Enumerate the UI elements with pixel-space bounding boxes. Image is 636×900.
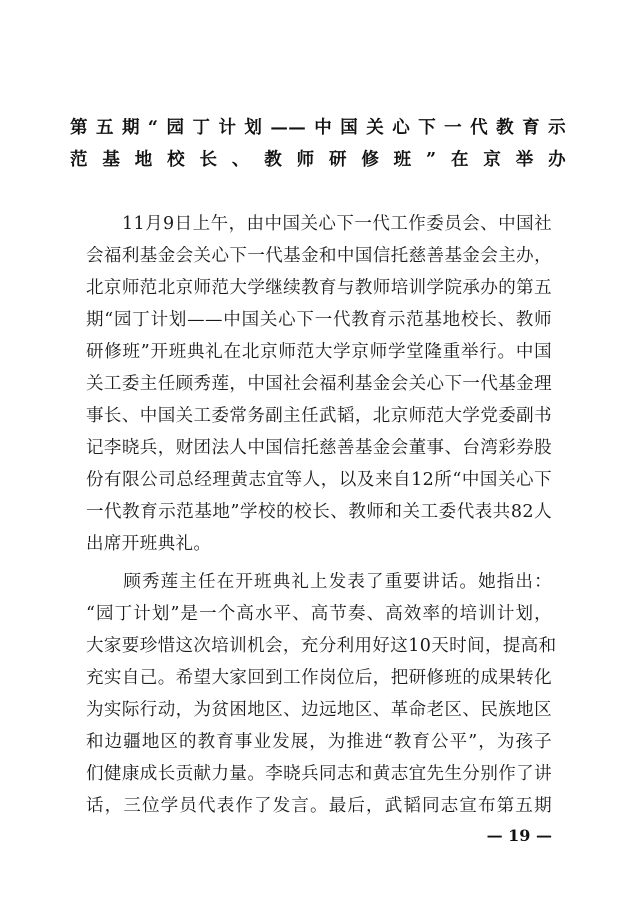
- paragraph-1: [86, 208, 552, 560]
- paragraph-2-line: 为实际行动，为贫困地区、边远地区、革命老区、民族地区: [86, 700, 552, 720]
- paragraph-1-line: 11月9日上午，由中国关心下一代工作委员会、中国社: [86, 214, 552, 234]
- title-line-2: 范基地校长、教师研修班”在京举办: [70, 150, 566, 170]
- article-body: [86, 208, 557, 822]
- title-line-1: 第五期“园丁计划——中国关心下一代教育示: [70, 118, 566, 138]
- paragraph-2-line: 顾秀莲主任在开班典礼上发表了重要讲话。她指出：: [86, 572, 552, 592]
- paragraph-1-line: 出席开班典礼。: [86, 534, 212, 554]
- paragraph-2-line: 话，三位学员代表作了发言。最后，武韬同志宣布第五期: [86, 796, 552, 816]
- paragraph-1-line: 记李晓兵，财团法人中国信托慈善基金会董事、台湾彩券股: [86, 438, 552, 458]
- paragraph-1-line: 研修班”开班典礼在北京师范大学京师学堂隆重举行。中国: [86, 342, 552, 362]
- paragraph-2: [86, 566, 557, 822]
- paragraph-1-line: 关工委主任顾秀莲，中国社会福利基金会关心下一代基金理: [86, 374, 552, 394]
- paragraph-1-line: 期“园丁计划——中国关心下一代教育示范基地校长、教师: [86, 310, 552, 330]
- page-number: — 19 —: [486, 826, 552, 845]
- paragraph-2-line: 们健康成长贡献力量。李晓兵同志和黄志宜先生分别作了讲: [86, 764, 552, 784]
- paragraph-2-line: 充实自己。希望大家回到工作岗位后，把研修班的成果转化: [86, 668, 552, 688]
- paragraph-1-line: 事长、中国关工委常务副主任武韬，北京师范大学党委副书: [86, 406, 552, 426]
- article-title: [70, 112, 566, 176]
- paragraph-1-line: 北京师范北京师范大学继续教育与教师培训学院承办的第五: [86, 278, 552, 298]
- paragraph-1-line: 会福利基金会关心下一代基金和中国信托慈善基金会主办，: [86, 246, 552, 266]
- paragraph-2-line: “园丁计划”是一个高水平、高节奏、高效率的培训计划，: [86, 604, 552, 624]
- paragraph-2-line: 和边疆地区的教育事业发展，为推进“教育公平”，为孩子: [86, 732, 552, 752]
- paragraph-1-line: 份有限公司总经理黄志宜等人，以及来自12所“中国关心下: [86, 470, 552, 490]
- paragraph-2-line: 大家要珍惜这次培训机会，充分利用好这10天时间，提高和: [86, 636, 557, 656]
- paragraph-1-line: 一代教育示范基地”学校的校长、教师和关工委代表共82人: [86, 502, 552, 522]
